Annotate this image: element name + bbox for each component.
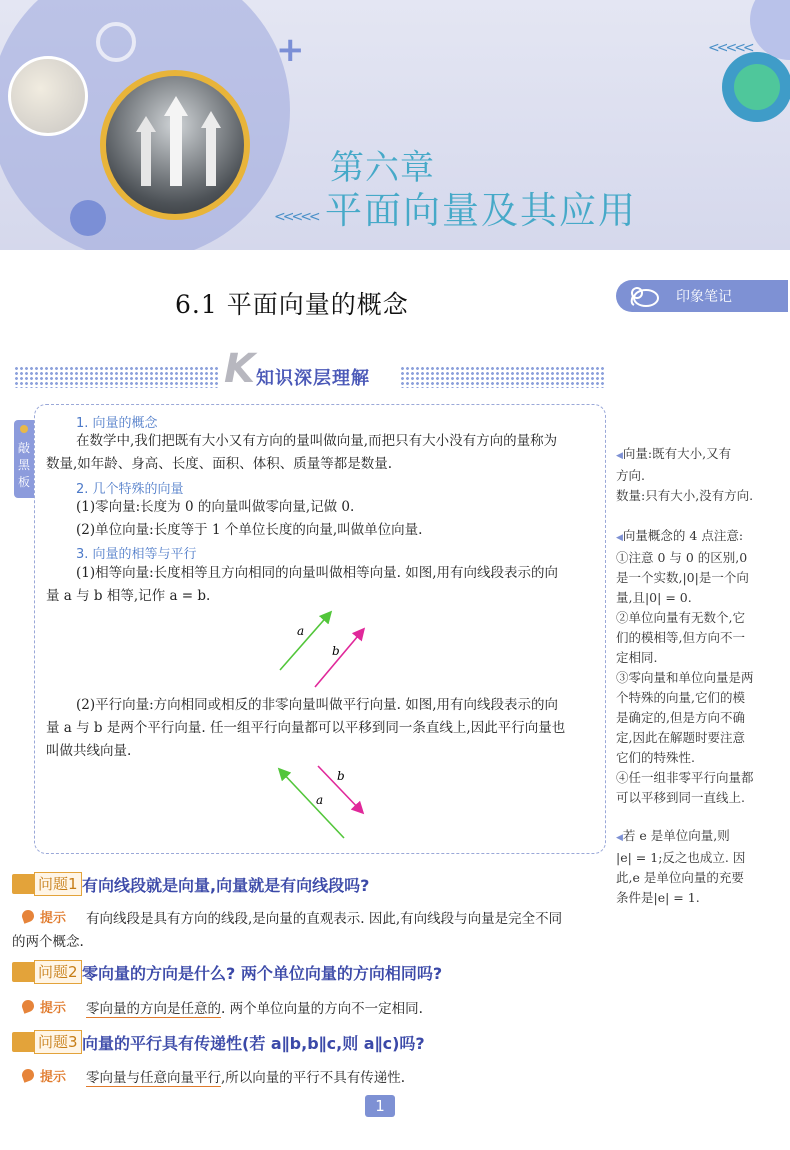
vector-a-label: a — [316, 793, 324, 807]
tip-text — [86, 1066, 405, 1086]
parallel-vectors-figure — [272, 762, 382, 842]
note-line: 条件是|e| = 1. — [616, 890, 700, 905]
note-line: ②单位向量有无数个,它 — [616, 610, 745, 625]
decor-ring — [96, 22, 136, 62]
note-line: 是确定的,但是方向不确 — [616, 710, 745, 725]
page-number: 1 — [365, 1095, 395, 1117]
vector-b-label: b — [332, 644, 340, 658]
plus-decoration: + — [276, 30, 305, 70]
vector-b-label: b — [337, 769, 345, 783]
vector-a-arrow — [280, 770, 344, 838]
triangle-icon: ◀ — [616, 533, 623, 543]
question-text: 有向线段就是向量,向量就是有向线段吗? — [82, 876, 370, 895]
question-2 — [12, 960, 612, 984]
arrows-photo — [100, 70, 250, 220]
decor-circle-green — [734, 64, 780, 110]
chapter-banner — [0, 0, 790, 250]
k-letter-icon: K — [224, 346, 255, 392]
notes-header-label: 印象笔记 — [676, 289, 732, 305]
vector-b-arrow — [315, 630, 363, 687]
side-note-2 — [616, 526, 786, 808]
tip-rest: ,所以向量的平行不具有传递性. — [221, 1070, 406, 1086]
note-line: 向量概念的 4 点注意: — [622, 528, 744, 543]
chevrons-top: <<<<< — [708, 40, 752, 56]
book-icon — [12, 962, 36, 982]
triangle-icon: ◀ — [616, 451, 623, 461]
pin-icon — [20, 425, 28, 433]
tip-text: 的两个概念. — [12, 934, 84, 950]
notes-header — [616, 280, 788, 312]
side-tab — [14, 420, 34, 498]
paragraph-line: 在数学中,我们把既有大小又有方向的量叫做向量,而把只有大小没有方向的量称为 — [76, 433, 558, 449]
note-line: 向量:既有大小,又有 — [622, 446, 732, 461]
note-line: ③零向量和单位向量是两 — [616, 670, 754, 685]
paragraph-line: (2)平行向量:方向相同或相反的非零向量叫做平行向量. 如图,用有向线段表示的向 — [76, 697, 559, 713]
triangle-icon: ◀ — [616, 833, 623, 843]
paragraph-line: (1)零向量:长度为 0 的向量叫做零向量,记做 0. — [76, 499, 355, 515]
question-number: 问题2 — [34, 960, 82, 984]
section-title: 6.1 平面向量的概念 — [175, 290, 409, 319]
tip-icon — [20, 1067, 35, 1082]
side-note-1 — [616, 444, 786, 506]
question-number: 问题1 — [34, 872, 82, 896]
paragraph-line: (1)相等向量:长度相等且方向相同的向量叫做相等向量. 如图,用有向线段表示的向 — [76, 565, 559, 581]
paragraph-line: (2)单位向量:长度等于 1 个单位长度的向量,叫做单位向量. — [76, 522, 423, 538]
question-1 — [12, 872, 612, 896]
question-number: 问题3 — [34, 1030, 82, 1054]
paragraph-line: 量 a 与 b 是两个平行向量. 任一组平行向量都可以平移到同一条直线上,因此平行向量也 — [46, 720, 566, 736]
paragraph-line: 量 a 与 b 相等,记作 a = b. — [46, 588, 211, 604]
note-line: 定,因此在解题时要注意 — [616, 730, 745, 745]
note-line: 它们的特殊性. — [616, 750, 695, 765]
subheading-3: 3. 向量的相等与平行 — [76, 547, 197, 562]
note-line: 量,且|0| = 0. — [616, 590, 692, 605]
decor-circle-small — [70, 200, 106, 236]
chapter-number: 第六章 — [330, 148, 435, 188]
side-note-3 — [616, 826, 786, 908]
decor-circle-top-right — [750, 0, 790, 60]
tip-label: 提示 — [40, 1070, 67, 1085]
tip-label: 提示 — [40, 1001, 67, 1016]
chapter-title: 平面向量及其应用 — [325, 189, 637, 232]
note-line: |e| = 1;反之也成立. 因 — [616, 850, 746, 865]
subheading-1: 1. 向量的概念 — [76, 416, 158, 431]
question-text: 向量的平行具有传递性(若 a∥b,b∥c,则 a∥c)吗? — [82, 1034, 425, 1053]
note-line: 此,e 是单位向量的充要 — [616, 870, 744, 885]
tip-label: 提示 — [40, 911, 67, 926]
note-line: 若 e 是单位向量,则 — [622, 828, 730, 843]
note-line: 方向. — [616, 468, 645, 483]
knowledge-title: 知识深层理解 — [256, 368, 370, 389]
tip-text — [86, 997, 423, 1017]
equal-vectors-figure — [275, 605, 405, 695]
book-icon — [12, 874, 36, 894]
weathervane-photo — [8, 56, 88, 136]
question-text: 零向量的方向是什么? 两个单位向量的方向相同吗? — [82, 964, 443, 983]
subheading-2: 2. 几个特殊的向量 — [76, 482, 184, 497]
vector-a-arrow — [280, 613, 330, 670]
dots-left — [14, 366, 220, 388]
note-line: 个特殊的向量,它们的模 — [616, 690, 745, 705]
note-line: 定相同. — [616, 650, 658, 665]
tip-icon — [20, 998, 35, 1013]
note-line: 是一个实数,|0|是一个向 — [616, 570, 749, 585]
note-line: 们的模相等,但方向不一 — [616, 630, 745, 645]
dots-right — [400, 366, 606, 388]
side-tab-label: 敲黑板 — [17, 441, 30, 489]
book-icon — [12, 1032, 36, 1052]
question-3 — [12, 1030, 612, 1054]
tip-underlined: 零向量的方向是任意的 — [86, 1001, 221, 1017]
paragraph-line: 叫做共线向量. — [46, 743, 132, 759]
tip-underlined: 零向量与任意向量平行 — [86, 1070, 221, 1086]
note-line: ④任一组非零平行向量都 — [616, 770, 754, 785]
note-line: 数量:只有大小,没有方向. — [616, 488, 754, 503]
tip-rest: . 两个单位向量的方向不一定相同. — [221, 1001, 423, 1017]
chevrons-bottom: <<<<< — [274, 209, 318, 225]
vector-a-label: a — [297, 624, 305, 638]
tip-text: 有向线段是具有方向的线段,是向量的直观表示. 因此,有向线段与向量是完全不同 — [86, 911, 563, 927]
tip-icon — [20, 908, 35, 923]
elephant-icon — [628, 283, 668, 309]
note-line: ①注意 0 与 0 的区别,0 — [616, 550, 748, 565]
note-line: 可以平移到同一直线上. — [616, 790, 745, 805]
paragraph-line: 数量,如年龄、身高、长度、面积、体积、质量等都是数量. — [46, 456, 393, 472]
